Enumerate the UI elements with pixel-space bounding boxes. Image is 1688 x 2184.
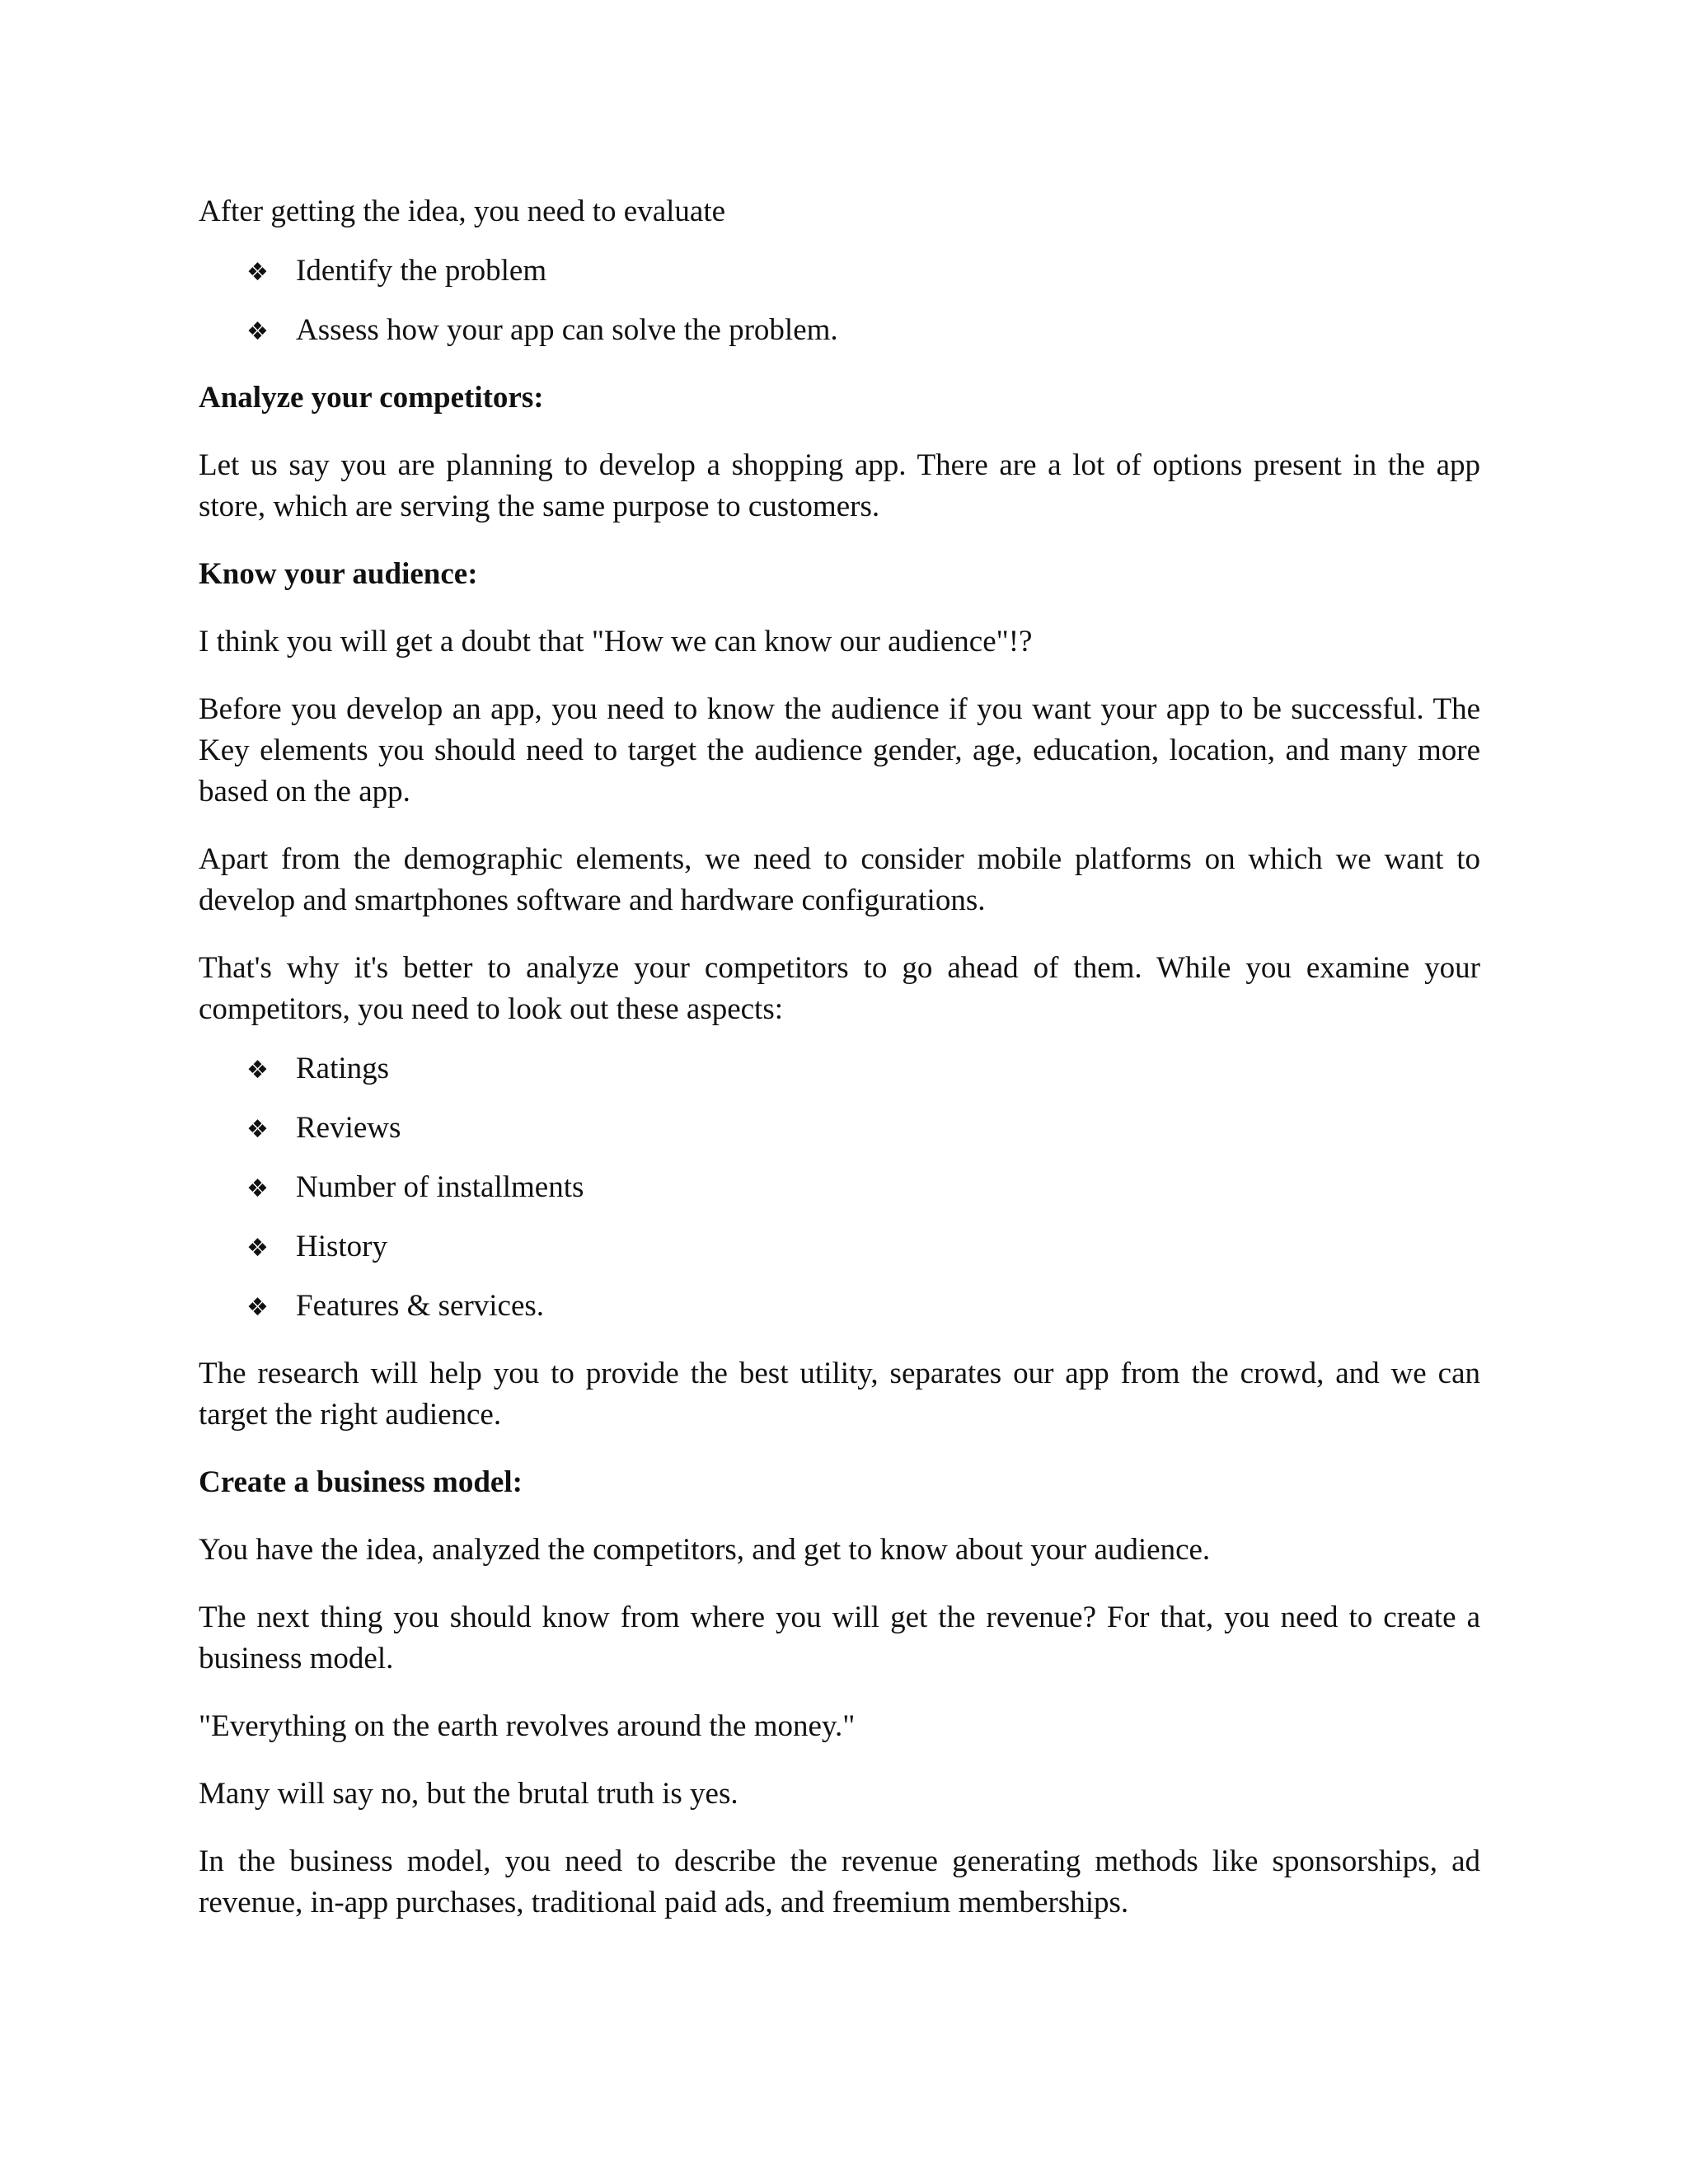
list-item-text: Assess how your app can solve the problem.	[296, 313, 838, 347]
competitors-paragraph: Let us say you are planning to develop a shopping app. There are a lot of options present in the app store, which are serving the same purpose to customers.	[199, 448, 1480, 523]
diamond-bullet-icon: ❖	[246, 1056, 269, 1085]
heading-competitors: Analyze your competitors:	[199, 381, 544, 415]
business-quote: "Everything on the earth revolves around the money."	[199, 1709, 856, 1743]
audience-paragraph-2: Before you develop an app, you need to know the audience if you want your app to be successful. The Key elements you should need to target the audience gender, age, education, location, and many more based on the app.	[199, 692, 1480, 808]
diamond-bullet-icon: ❖	[246, 1293, 269, 1322]
list-item	[246, 310, 1480, 353]
list-item	[246, 1226, 1480, 1269]
audience-paragraph-5: The research will help you to provide the best utility, separates our app from the crowd, and we can target the right audience.	[199, 1357, 1480, 1432]
diamond-bullet-icon: ❖	[246, 317, 269, 346]
diamond-bullet-icon: ❖	[246, 1234, 269, 1263]
list-item	[246, 251, 1480, 293]
list-item	[246, 1048, 1480, 1091]
aspects-list	[199, 1048, 1480, 1329]
audience-paragraph-4: That's why it's better to analyze your competitors to go ahead of them. While you examine your competitors, you need to look out these aspects:	[199, 951, 1480, 1026]
list-item-text: Number of installments	[296, 1170, 584, 1204]
list-item	[246, 1108, 1480, 1151]
diamond-bullet-icon: ❖	[246, 258, 269, 287]
business-paragraph-5: In the business model, you need to describe the revenue generating methods like sponsorships, ad revenue, in-app purchases, traditional paid ads, and freemium memberships.	[199, 1844, 1480, 1919]
diamond-bullet-icon: ❖	[246, 1115, 269, 1144]
list-item-text: Ratings	[296, 1052, 390, 1085]
audience-paragraph-3: Apart from the demographic elements, we need to consider mobile platforms on which we want to develop and smartphones software and hardware configurations.	[199, 842, 1480, 917]
audience-paragraph-1: I think you will get a doubt that "How we can know our audience"!?	[199, 625, 1033, 658]
list-item-text: Reviews	[296, 1111, 401, 1145]
heading-business-model: Create a business model:	[199, 1465, 523, 1499]
business-paragraph-1: You have the idea, analyzed the competitors, and get to know about your audience.	[199, 1533, 1211, 1567]
list-item	[246, 1167, 1480, 1210]
evaluate-list	[199, 251, 1480, 353]
diamond-bullet-icon: ❖	[246, 1174, 269, 1203]
list-item	[246, 1286, 1480, 1329]
list-item-text: Features & services.	[296, 1289, 545, 1323]
business-paragraph-4: Many will say no, but the brutal truth is yes.	[199, 1777, 738, 1811]
list-item-text: History	[296, 1230, 387, 1263]
business-paragraph-2: The next thing you should know from where you will get the revenue? For that, you need to create a business model.	[199, 1601, 1480, 1675]
document-page	[199, 191, 1480, 1950]
intro-paragraph: After getting the idea, you need to evaluate	[199, 194, 726, 228]
heading-audience: Know your audience:	[199, 557, 478, 591]
list-item-text: Identify the problem	[296, 254, 547, 288]
